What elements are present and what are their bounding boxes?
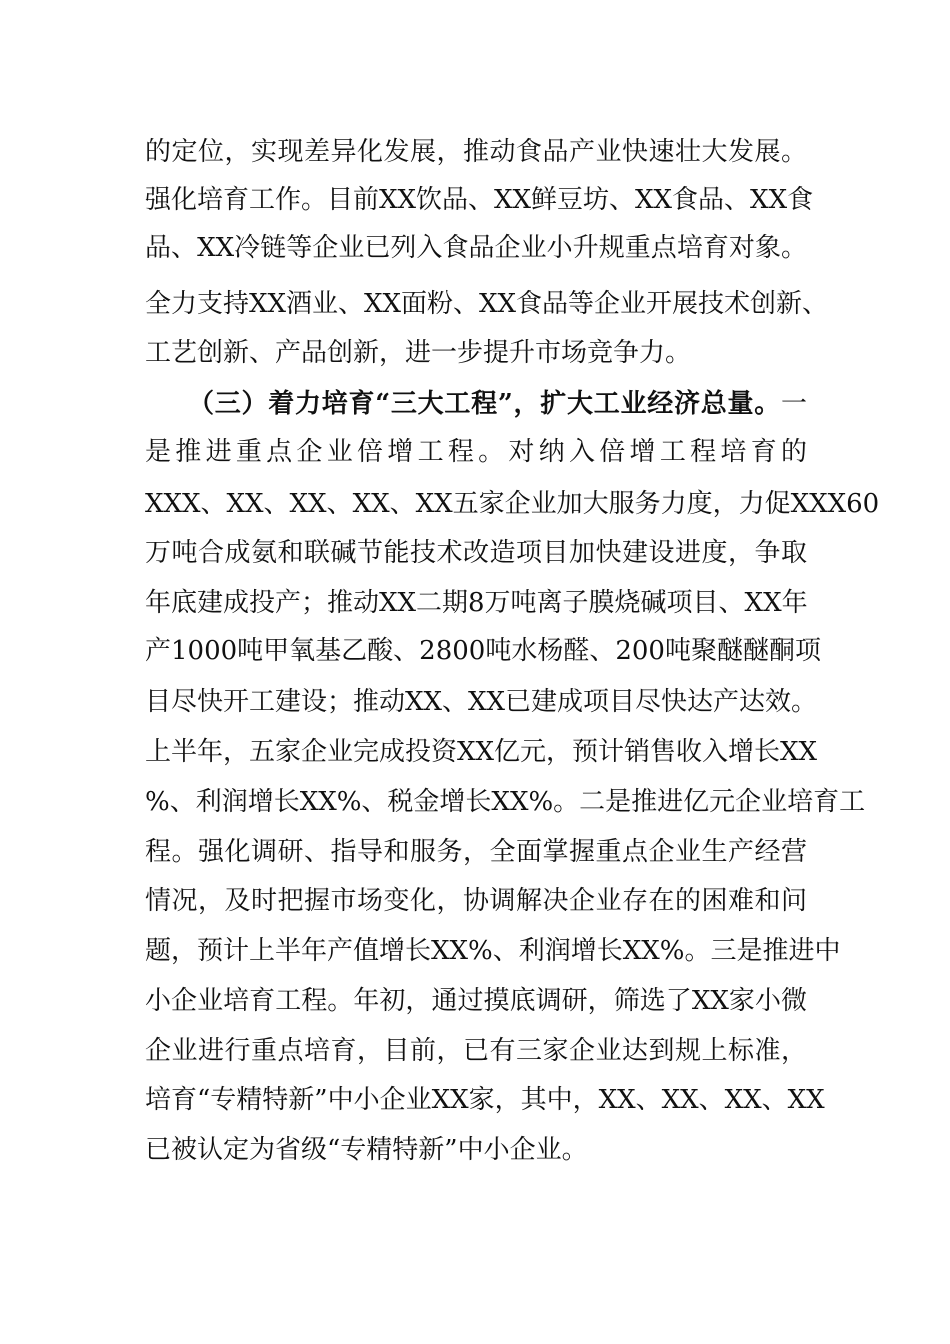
text-line: 程。强化调研、指导和服务，全面掌握重点企业生产经营 [145,837,807,867]
text-line: 已被认定为省级“专精特新”中小企业。 [145,1135,588,1165]
text-line: 年底建成投产；推动XX二期8万吨离子膜烧碱项目、XX年 [145,588,808,618]
text-line: 全力支持XX酒业、XX面粉、XX食品等企业开展技术创新、 [145,289,829,319]
text-line: 目尽快开工建设；推动XX、XX已建成项目尽快达产达效。 [145,687,818,717]
text-line: XXX、XX、XX、XX、XX五家企业加大服务力度，力促XXX60 [145,489,880,519]
text-line: 万吨合成氨和联碱节能技术改造项目加快建设进度，争取 [145,538,807,568]
text-line: 企业进行重点培育，目前，已有三家企业达到规上标准， [145,1036,807,1066]
text-line: 品、XX冷链等企业已列入食品企业小升规重点培育对象。 [145,233,807,263]
text-line: 产1000吨甲氧基乙酸、2800吨水杨醛、200吨聚醚醚酮项 [145,636,821,666]
text-run: 一 [780,389,807,419]
text-line: %、利润增长XX%、税金增长XX%。二是推进亿元企业培育工 [145,787,866,817]
section-heading: （三）着力培育“三大工程”，扩大工业经济总量。 [188,389,781,419]
section-heading-line [188,387,807,421]
text-line: 培育“专精特新”中小企业XX家，其中，XX、XX、XX、XX [145,1085,825,1115]
text-line: 上半年，五家企业完成投资XX亿元，预计销售收入增长XX [145,737,818,767]
text-line: 情况，及时把握市场变化，协调解决企业存在的困难和问 [145,886,807,916]
text-line: 强化培育工作。目前XX饮品、XX鲜豆坊、XX食品、XX食 [145,185,814,215]
text-line: 是推进重点企业倍增工程。对纳入倍增工程培育的 [145,437,807,467]
text-line: 工艺创新、产品创新，进一步提升市场竞争力。 [145,338,692,368]
text-line: 小企业培育工程。年初，通过摸底调研，筛选了XX家小微 [145,986,807,1016]
text-line: 题，预计上半年产值增长XX%、利润增长XX%。三是推进中 [145,936,841,966]
text-line: 的定位，实现差异化发展，推动食品产业快速壮大发展。 [145,137,807,167]
